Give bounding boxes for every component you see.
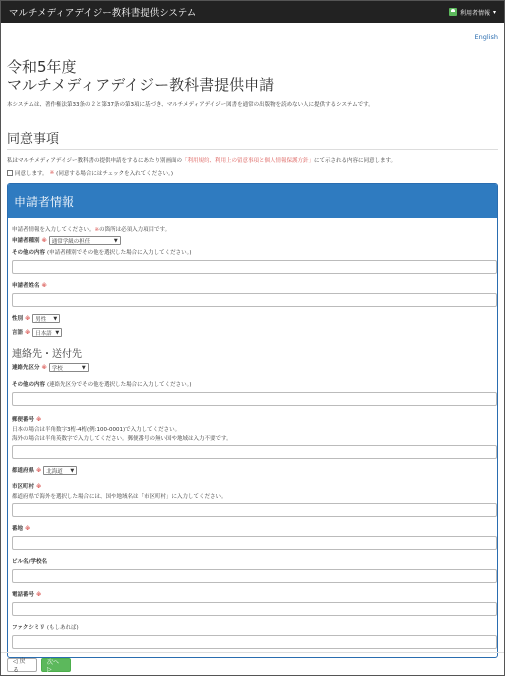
city-input[interactable] — [12, 503, 497, 517]
agree-checkbox-label[interactable]: 同意します。 — [15, 171, 48, 177]
applicant-info-panel — [7, 183, 498, 658]
postal-input[interactable] — [12, 445, 497, 459]
fax-label: ファクシミリ (もしあれば) — [12, 625, 79, 631]
chevron-down-icon: ▼ — [53, 315, 58, 322]
building-label: ビル名/学校名 — [12, 559, 48, 565]
page-title: マルチメディアデイジー教科書提供申請 — [7, 76, 275, 94]
agree-checkbox-note: (同意する場合にはチェックを入れてください。) — [56, 171, 174, 177]
other-content-label: その他の内容 (申請者種別でその他を選択した場合に入力してください。) — [12, 250, 192, 256]
divider — [7, 149, 498, 150]
required-mark: ※ — [49, 170, 55, 176]
phone-label: 電話番号 ※ — [12, 592, 42, 598]
postal-note-2: 海外の場合は半角英数字で入力してください。郵便番号の無い国や地域は入力不要です。 — [12, 436, 232, 442]
contact-type-row: 連絡先区分 ※ 学校 ▼ — [12, 363, 493, 372]
contact-other-input[interactable] — [12, 392, 497, 406]
page-title-year: 令和5年度 — [7, 58, 77, 76]
chevron-down-icon: ▼ — [113, 237, 118, 244]
address-input[interactable] — [12, 536, 497, 550]
postal-label: 郵便番号 ※ — [12, 417, 42, 423]
fax-input[interactable] — [12, 635, 497, 649]
user-menu[interactable] — [449, 8, 496, 17]
city-note: 都道府県で海外を選択した場合には、国や地域名は「市区町村」に入力してください。 — [12, 494, 227, 500]
panel-heading: 申請者情報 — [8, 184, 497, 218]
contact-other-label: その他の内容 (連絡先区分でその他を選択した場合に入力してください。) — [12, 382, 192, 388]
agreement-heading: 同意事項 — [7, 132, 60, 147]
applicant-type-row: 申請者種別 ※ 通常学級の担任 ▼ — [12, 236, 493, 245]
contact-type-select[interactable]: 学校 ▼ — [49, 363, 89, 372]
user-icon — [449, 8, 457, 16]
contact-heading: 連絡先・送付先 — [12, 349, 82, 360]
agreement-text: 私はマルチメディアデイジー教科書の提供申請をするにあたり別画面の「利用規約、利用上の留意事項と個人情報保護方針」にて示される内容に同意します。 — [7, 158, 397, 164]
page-description: 本システムは、著作権法第33条の２と第37条の第3項に基づき、マルチメディアデイジー図書を通常の出版物を読めない人に提供するシステムです。 — [7, 102, 374, 108]
back-button[interactable]: ◁ 戻る — [7, 658, 37, 672]
postal-note-1: 日本の場合は半角数字3桁-4桁(例:100-0001)で入力してください。 — [12, 427, 181, 433]
form-intro: 申請者情報を入力してください。※の箇所は必須入力項目です。 — [12, 227, 171, 233]
language-select[interactable]: 日本語 ▼ — [32, 328, 62, 337]
prefecture-row: 都道府県 ※ 北海道 ▼ — [12, 466, 493, 475]
next-button[interactable]: 次へ ▷ — [41, 658, 71, 672]
building-input[interactable] — [12, 569, 497, 583]
button-row — [7, 658, 71, 672]
gender-row: 性別 ※ 男性 ▼ — [12, 314, 493, 323]
prefecture-select[interactable]: 北海道 ▼ — [43, 466, 77, 475]
chevron-down-icon: ▼ — [55, 329, 60, 336]
caret-down-icon: ▾ — [492, 8, 496, 16]
name-label: 申請者姓名 ※ — [12, 283, 47, 289]
agree-checkbox[interactable] — [7, 170, 13, 176]
user-menu-label: 利用者情報 — [459, 9, 490, 17]
chevron-down-icon: ▼ — [70, 467, 75, 474]
app-title[interactable]: マルチメディアデイジー教科書提供システム — [9, 8, 197, 19]
phone-input[interactable] — [12, 602, 497, 616]
name-input[interactable] — [12, 293, 497, 307]
chevron-down-icon: ▼ — [81, 364, 86, 371]
gender-select[interactable]: 男性 ▼ — [32, 314, 60, 323]
english-link[interactable]: English — [474, 33, 498, 41]
applicant-type-select[interactable]: 通常学級の担任 ▼ — [49, 236, 121, 245]
language-row: 言語 ※ 日本語 ▼ — [12, 328, 493, 337]
terms-link[interactable]: 「利用規約、利用上の留意事項と個人情報保護方針」 — [181, 158, 314, 164]
top-navbar — [1, 1, 504, 23]
divider — [1, 652, 504, 653]
agree-checkbox-row — [7, 169, 498, 177]
address-label: 番地 ※ — [12, 526, 31, 532]
other-content-input[interactable] — [12, 260, 497, 274]
city-label: 市区町村 ※ — [12, 484, 42, 490]
